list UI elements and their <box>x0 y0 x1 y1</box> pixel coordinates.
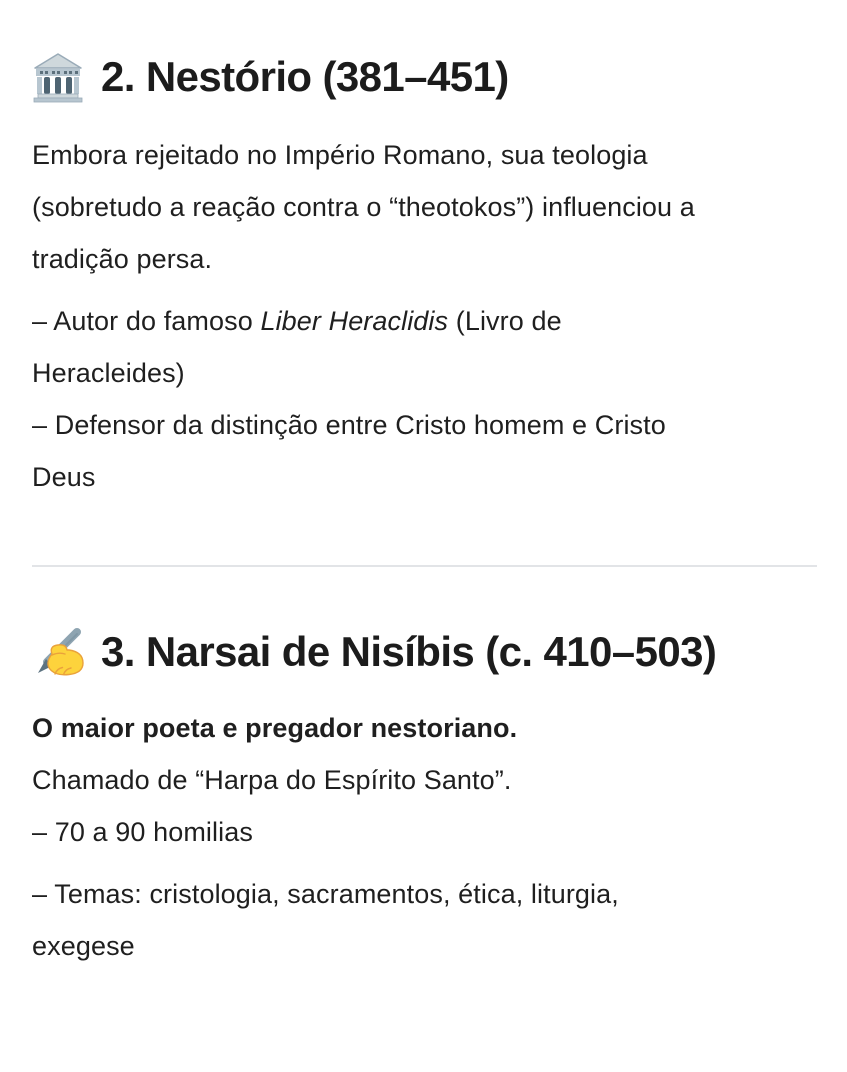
section-divider <box>32 565 817 567</box>
writing-hand-icon <box>32 626 84 678</box>
section-2-paragraph-1 <box>32 129 817 285</box>
section-2-heading-text: 2. Nestório (381–451) <box>101 53 509 100</box>
section-3-paragraph-1 <box>32 702 817 858</box>
text-line: – Defensor da distinção entre Cristo homem e Cristo <box>32 410 666 440</box>
text-line: Deus <box>32 462 96 492</box>
text-line: (sobretudo a reação contra o “theotokos”) influenciou a <box>32 192 695 222</box>
text-line: – 70 a 90 homilias <box>32 817 253 847</box>
text-line: Embora rejeitado no Império Romano, sua teologia <box>32 140 648 170</box>
text-line: tradição persa. <box>32 244 213 274</box>
text-line: Heracleides) <box>32 358 185 388</box>
section-2-heading <box>32 49 817 105</box>
section-3-heading <box>32 624 817 680</box>
text-segment: – Autor do famoso <box>32 306 261 336</box>
text-line-bold: O maior poeta e pregador nestoriano. <box>32 713 518 743</box>
page <box>0 49 847 1072</box>
book-title-italic: Liber Heraclidis <box>260 306 449 336</box>
text-line <box>32 295 817 347</box>
section-2-paragraph-2 <box>32 295 817 503</box>
text-line: exegese <box>32 931 135 961</box>
document-body <box>0 49 847 972</box>
text-line: Chamado de “Harpa do Espírito Santo”. <box>32 765 512 795</box>
text-segment: (Livro de <box>448 306 562 336</box>
text-line: – Temas: cristologia, sacramentos, ética, liturgia, <box>32 879 619 909</box>
classical-building-icon <box>32 51 84 103</box>
section-3-heading-text: 3. Narsai de Nisíbis (c. 410–503) <box>101 628 717 675</box>
section-3-paragraph-2 <box>32 868 817 972</box>
